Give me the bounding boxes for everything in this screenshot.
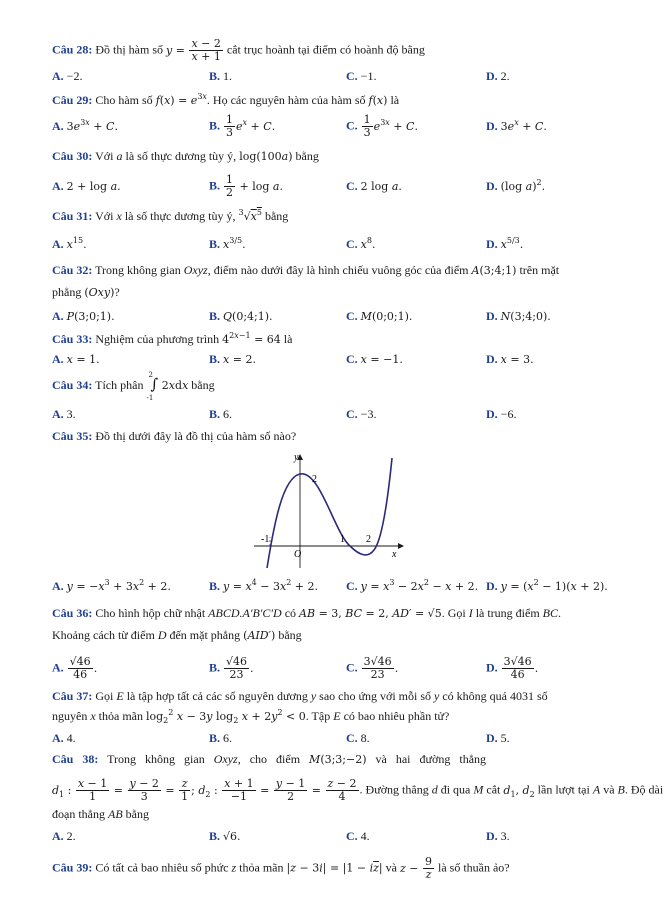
q37-stem-line2: nguyên x thỏa mãn $\log_2^2 x - 3y$ $\log_2 x + 2y^2 < 0$. Tập E có bao nhiêu phần tử?: [52, 708, 450, 725]
q34-option-c[interactable]: C. −3.: [346, 407, 377, 421]
q39-stem: Câu 39: Có tất cả bao nhiêu số phức z thỏa mãn $|z - 3i| = |1 - i\overline{z}|$ và z − $\frac{9}{z}$ là số thuần ảo?: [52, 855, 510, 881]
q29-option-c[interactable]: C. $\frac{1}{3}$ $e^{3x} + C$.: [346, 113, 418, 139]
q35-stem: Câu 35: Đồ thị dưới đây là đồ thị của hàm số nào?: [52, 429, 297, 443]
q31-option-b[interactable]: B. $x^{3/5}$.: [209, 236, 246, 251]
q36-option-b[interactable]: B. $\frac{√46}{23}$ .: [209, 655, 254, 681]
q28-stem: Câu 28: Đồ thị hàm số y = $\frac{x - 2}{x + 1}$ cắt trục hoành tại điểm có hoành độ bằng: [52, 37, 425, 63]
q29-option-b[interactable]: B. $\frac{1}{3}$ $e^x + C$.: [209, 113, 276, 139]
q30-option-d[interactable]: D. (log a)$^2$.: [486, 178, 546, 193]
q31-option-a[interactable]: A. $x^{15}$.: [52, 236, 87, 251]
q35-option-c[interactable]: C. $y = x^3 - 2x^2 - x + 2$.: [346, 578, 479, 593]
q28-option-b[interactable]: B. 1.: [209, 69, 233, 83]
q37-option-d[interactable]: D. 5.: [486, 731, 510, 745]
q36-option-c[interactable]: C. $\frac{3√46}{23}$ .: [346, 655, 399, 681]
q31-stem: Câu 31: Với x là số thực dương tùy ý, $^3√x^5$ bằng: [52, 208, 289, 223]
q32-option-b[interactable]: B. Q(0;4;1).: [209, 309, 273, 323]
q36-option-a[interactable]: A. $\frac{√46}{46}$ .: [52, 655, 98, 681]
q35-option-a[interactable]: A. $y = -x^3 + 3x^2 + 2$.: [52, 578, 171, 593]
q38-stem-line3: đoạn thẳng AB bằng: [52, 807, 149, 821]
q28-option-c[interactable]: C. −1.: [346, 69, 377, 83]
q32-option-d[interactable]: D. N(3;4;0).: [486, 309, 551, 323]
q38-stem-line2: $d_1$ : $\frac{x - 1}{1}$ = $\frac{y - 2}{3}$ = $\frac{z}{1}$ ; $d_2$ : $\frac{x + 1}{-1}$ = $\frac{y - 1}{2}$ = $\frac{z - 2}{4}$ . Đường thẳng d đi qua M cắt $d_1$, $d_2$ lần lượt tại A và B. Độ dài: [52, 777, 663, 803]
q37-option-b[interactable]: B. 6.: [209, 731, 233, 745]
q33-stem: Câu 33: Nghiệm của phương trình $4^{2x-1} = 64$ là: [52, 331, 293, 346]
q38-option-d[interactable]: D. 3.: [486, 829, 510, 843]
q29-option-d[interactable]: D. $3e^x + C$.: [486, 118, 547, 133]
q36-option-d[interactable]: D. $\frac{3√46}{46}$ .: [486, 655, 539, 681]
y-axis-label: y: [294, 452, 299, 463]
q28-label: Câu 28:: [52, 42, 93, 57]
q32-option-c[interactable]: C. M(0;0;1).: [346, 309, 413, 323]
tick-neg1: -1: [261, 534, 270, 545]
cubic-curve: [267, 458, 392, 568]
q28-option-a[interactable]: A. −2.: [52, 69, 83, 83]
q34-stem: Câu 34: Tích phân 2 ∫ -1 2xdx bằng: [52, 371, 215, 402]
origin-label: O: [294, 549, 302, 560]
q38-option-a[interactable]: A. 2.: [52, 829, 76, 843]
q33-option-b[interactable]: B. x = 2.: [209, 352, 256, 366]
q33-option-d[interactable]: D. x = 3.: [486, 352, 534, 366]
q30-option-c[interactable]: C. 2 log a.: [346, 179, 402, 193]
q32-stem: Câu 32: Trong không gian Oxyz, điểm nào dưới đây là hình chiếu vuông góc của điểm A(3;4;1) trên mặt: [52, 263, 560, 277]
x-axis-label: x: [392, 549, 397, 560]
peak-label: 2: [312, 474, 317, 485]
q34-option-a[interactable]: A. 3.: [52, 407, 76, 421]
q31-option-d[interactable]: D. $x^{5/3}$.: [486, 236, 524, 251]
tick-1: 1: [340, 534, 345, 545]
q38-option-b[interactable]: B. √6.: [209, 829, 241, 843]
q29-option-a[interactable]: A. $3e^{3x} + C$.: [52, 118, 118, 133]
q34-option-b[interactable]: B. 6.: [209, 407, 233, 421]
q34-option-d[interactable]: D. −6.: [486, 407, 517, 421]
q29-stem: Câu 29: Cho hàm số $f(x) = e^{3x}$. Họ các nguyên hàm của hàm số f(x) là: [52, 92, 400, 107]
q35-option-b[interactable]: B. $y = x^4 - 3x^2 + 2$.: [209, 578, 319, 593]
q38-option-c[interactable]: C. 4.: [346, 829, 370, 843]
q28-option-d[interactable]: D. 2.: [486, 69, 510, 83]
q36-stem-line2: Khoảng cách từ điểm D đến mặt phẳng (AID′) bằng: [52, 628, 302, 642]
q38-stem: Câu 38: Trong không gian Oxyz, cho điểm M(3;3;−2) và hai đường thẳng: [52, 752, 487, 766]
q33-option-a[interactable]: A. x = 1.: [52, 352, 100, 366]
q36-stem: Câu 36: Cho hình hộp chữ nhật ABCD.A′B′C′D có AB = 3, BC = 2, AD′ = √5. Gọi I là trung điểm BC.: [52, 606, 562, 620]
q30-option-a[interactable]: A. 2 + log a.: [52, 179, 121, 193]
q30-option-b[interactable]: B. $\frac{1}{2}$ + log a.: [209, 173, 283, 199]
q37-option-c[interactable]: C. 8.: [346, 731, 370, 745]
x-axis-arrow: [398, 543, 404, 549]
q32-stem-line2: phẳng (Oxy)?: [52, 285, 120, 299]
q35-option-d[interactable]: D. $y = (x^2 - 1)(x + 2)$.: [486, 578, 608, 593]
tick-2: 2: [366, 534, 371, 545]
q37-stem: Câu 37: Gọi E là tập hợp tất cả các số nguyên dương y sao cho ứng với mỗi số y có không quá 4031 số: [52, 689, 548, 703]
q33-option-c[interactable]: C. x = −1.: [346, 352, 403, 366]
q31-option-c[interactable]: C. $x^8$.: [346, 236, 376, 251]
q37-option-a[interactable]: A. 4.: [52, 731, 76, 745]
q35-graph: [250, 446, 410, 574]
q30-stem: Câu 30: Với a là số thực dương tùy ý, log(100a) bằng: [52, 149, 319, 163]
q32-option-a[interactable]: A. P(3;0;1).: [52, 309, 115, 323]
